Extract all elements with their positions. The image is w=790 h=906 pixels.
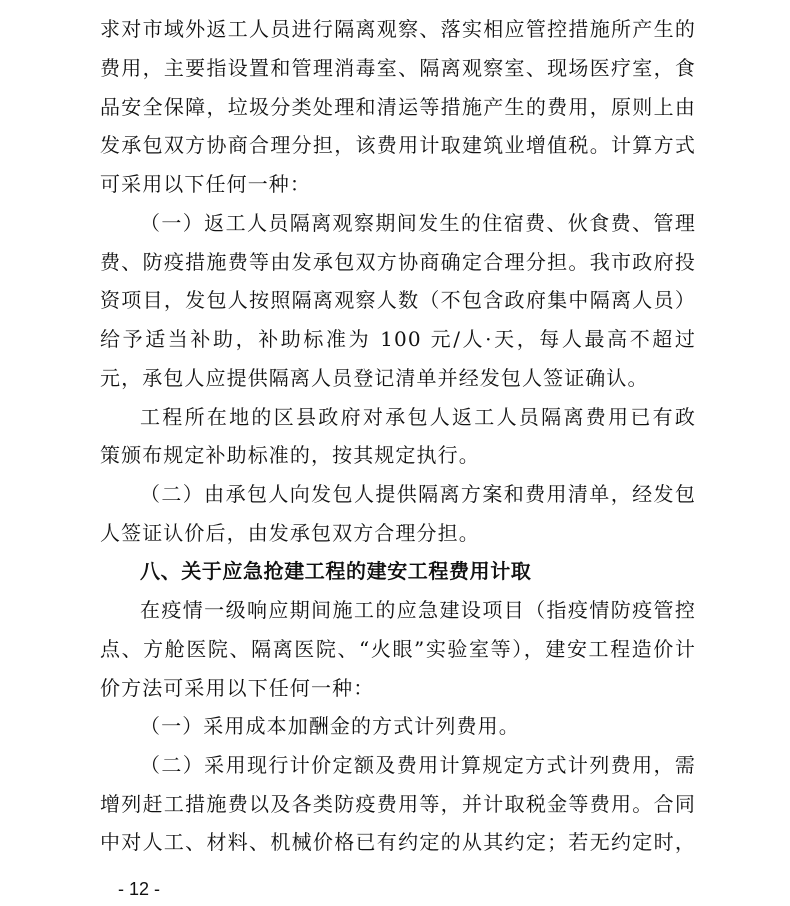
paragraph-line: 发承包双方协商合理分担，该费用计取建筑业增值税。计算方式 xyxy=(100,133,696,157)
paragraph-line: 增列赶工措施费以及各类防疫费用等，并计取税金等费用。合同 xyxy=(100,792,696,816)
paragraph-line: 可采用以下任何一种： xyxy=(100,172,311,196)
paragraph-line: （一）采用成本加酬金的方式计列费用。 xyxy=(140,714,520,738)
paragraph-line: 资项目，发包人按照隔离观察人数（不包含政府集中隔离人员） xyxy=(100,288,696,312)
paragraph-line: 在疫情一级响应期间施工的应急建设项目（指疫情防疫管控 xyxy=(140,598,696,622)
paragraph-line: 人签证认价后，由发承包双方合理分担。 xyxy=(100,521,480,545)
paragraph-line: 点、方舱医院、隔离医院、“火眼”实验室等），建安工程造价计 xyxy=(100,637,696,661)
paragraph-line: 费、防疫措施费等由发承包双方协商确定合理分担。我市政府投 xyxy=(100,250,696,274)
paragraph-line: 价方法可采用以下任何一种： xyxy=(100,676,375,700)
paragraph-line: （一）返工人员隔离观察期间发生的住宿费、伙食费、管理 xyxy=(140,211,696,235)
paragraph-line: 元，承包人应提供隔离人员登记清单并经发包人签证确认。 xyxy=(100,366,649,390)
paragraph-line: 求对市域外返工人员进行隔离观察、落实相应管控措施所产生的 xyxy=(100,17,696,41)
page-number: - 12 - xyxy=(118,879,161,899)
paragraph-line: 费用，主要指设置和管理消毒室、隔离观察室、现场医疗室，食 xyxy=(100,56,696,80)
section-heading: 八、关于应急抢建工程的建安工程费用计取 xyxy=(140,559,532,583)
paragraph-line: 给予适当补助，补助标准为 100 元/人·天，每人最高不超过 xyxy=(100,327,696,351)
paragraph-line: （二）由承包人向发包人提供隔离方案和费用清单，经发包 xyxy=(140,482,696,506)
paragraph-line: 中对人工、材料、机械价格已有约定的从其约定；若无约定时， xyxy=(100,830,696,854)
paragraph-line: 工程所在地的区县政府对承包人返工人员隔离费用已有政 xyxy=(140,405,696,429)
paragraph-line: 策颁布规定补助标准的，按其规定执行。 xyxy=(100,443,480,467)
paragraph-line: （二）采用现行计价定额及费用计算规定方式计列费用，需 xyxy=(140,753,696,777)
paragraph-line: 品安全保障，垃圾分类处理和清运等措施产生的费用，原则上由 xyxy=(100,95,696,119)
